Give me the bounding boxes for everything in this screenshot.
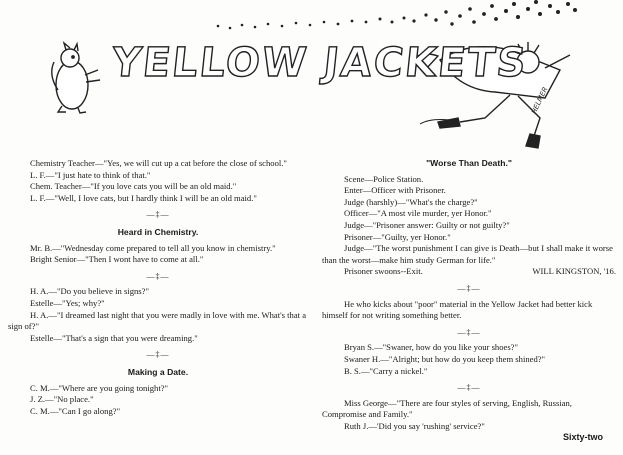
text-line: Estelle—"That's a sign that you were dreaming." xyxy=(30,332,198,343)
closing-line xyxy=(322,266,616,278)
banner-title: YELLOW JACKETS xyxy=(109,40,530,86)
section-ornament: —‡— xyxy=(146,210,170,220)
text-line: Enter—Officer with Prisoner. xyxy=(344,185,446,196)
artist-signature: HELMER xyxy=(530,85,550,116)
section-heading: Making a Date. xyxy=(127,366,189,377)
right-column xyxy=(322,158,616,432)
text-line: L. F.—"I just hate to think of that." xyxy=(30,169,151,180)
text-line: L. F.—"Well, I love cats, but I hardly think I will be an old maid." xyxy=(30,192,257,203)
section-heading: Heard in Chemistry. xyxy=(117,226,199,237)
text-line: C. M.—"Can I go along?" xyxy=(30,405,121,416)
text-line: B. S.—"Carry a nickel." xyxy=(344,365,428,376)
text-line: Judge—"Prisoner answer: Guilty or not guilty?" xyxy=(344,219,510,230)
bee-swarm xyxy=(217,0,577,29)
section-heading: "Worse Than Death." xyxy=(426,158,512,168)
section-ornament: —‡— xyxy=(457,283,481,293)
text-line: Bright Senior—"Then I wont have to come at all." xyxy=(30,254,204,265)
text-line: Mr. B.—"Wednesday come prepared to tell all you know in chemistry." xyxy=(30,242,276,253)
text-line: Bryan S.—"Swaner, how do you like your shoes?" xyxy=(344,342,518,353)
section-ornament: —‡— xyxy=(457,383,481,393)
text-line: Judge—"The worst punishment I can give is Death—but I shall make it worse than the worst—make him study German for life." xyxy=(322,243,613,265)
text-line: J. Z.—"No place." xyxy=(30,394,94,405)
text-line: Chemistry Teacher—"Yes, we will cut up a cat before the close of school." xyxy=(30,158,287,168)
text-line: Judge (harshly)—"What's the charge?" xyxy=(344,196,478,207)
text-line: Officer—"A most vile murder, yer Honor." xyxy=(344,208,492,219)
text-line: Prisoner—"Guilty, yer Honor." xyxy=(344,231,451,242)
text-line: Estelle—"Yes; why?" xyxy=(30,297,105,308)
text-line: Scene—Police Station. xyxy=(344,173,424,184)
page-number: Sixty-two xyxy=(562,432,603,442)
text-line: H. A.—"I dreamed last night that you were madly in love with me. What's that a sign of?" xyxy=(8,309,307,332)
section-ornament: —‡— xyxy=(457,327,481,337)
text-line: Ruth J.—'Did you say 'rushing' service?" xyxy=(344,420,485,431)
text-line: Prisoner swoons--Exit. xyxy=(344,266,423,277)
text-line: C. M.—"Where are you going tonight?" xyxy=(30,382,169,393)
left-column xyxy=(8,158,308,417)
text-line: Chem. Teacher—"If you love cats you will be an old maid." xyxy=(30,181,237,192)
section-ornament: —‡— xyxy=(146,350,170,360)
author-credit: WILL KINGSTON, '16. xyxy=(532,266,616,277)
rodent-drawing xyxy=(52,43,100,113)
section-ornament: —‡— xyxy=(146,271,170,281)
text-line: Swaner H.—"Alright; but how do you keep them shined?" xyxy=(344,353,546,364)
text-line: H. A.—"Do you believe in signs?" xyxy=(30,286,149,297)
text-line: He who kicks about "poor" material in the Yellow Jacket had better kick himself for not writing something better. xyxy=(322,298,593,321)
text-line: Miss George—"There are four styles of serving, English, Russian, Compromise and Family." xyxy=(322,397,572,420)
